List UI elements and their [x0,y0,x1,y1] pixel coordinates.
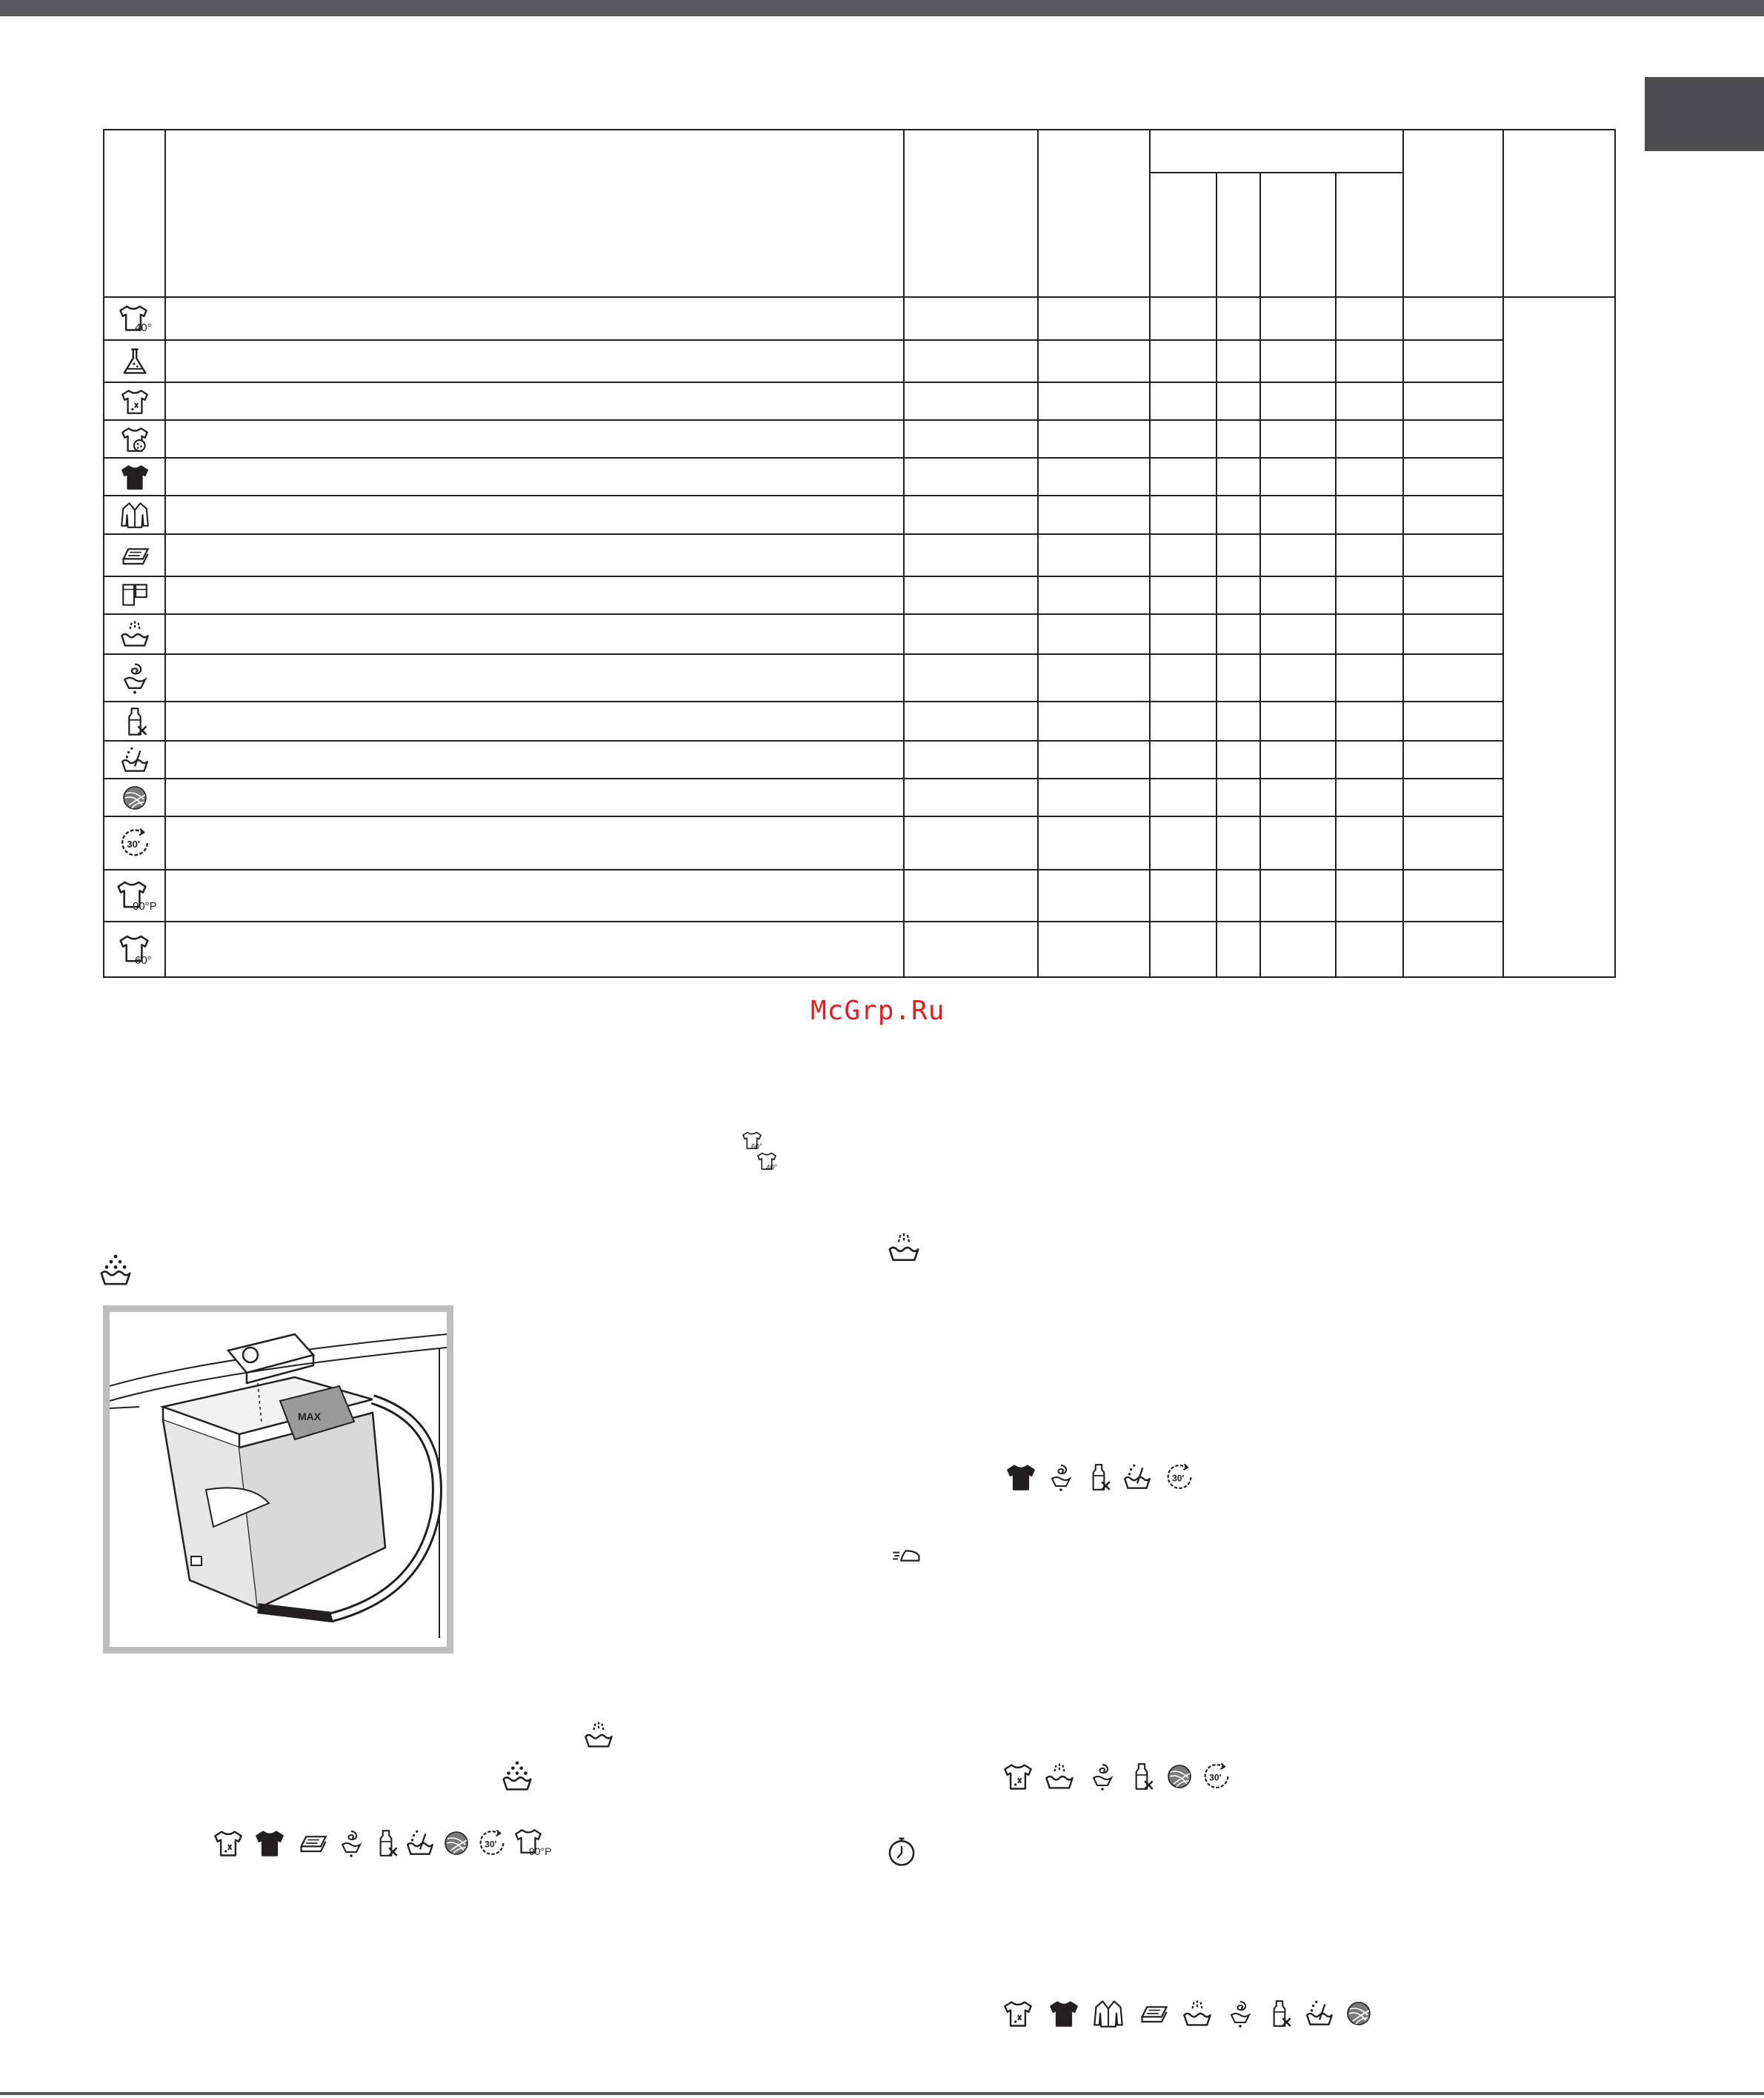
basin-hand-wash-icon [886,1230,922,1265]
basin-hand-wash-icon [1181,1997,1214,2030]
shirt-stain-icon [1002,1760,1034,1793]
svg-text:90°P: 90°P [132,900,157,913]
table-row [104,458,1615,496]
table-row [104,614,1615,654]
duvet-icon [296,1827,329,1859]
table-row [104,576,1615,614]
header-cell [904,130,1038,297]
shirt-dark-icon [1048,1997,1080,2030]
table-row [104,534,1615,576]
table-row [104,297,1615,340]
svg-text:60°: 60° [751,1143,763,1151]
anti-allergy-icon [1225,1996,1255,2031]
svg-text:30': 30' [1209,1772,1222,1783]
programme-table [103,129,1616,978]
anti-allergy-icon [1088,1759,1117,1794]
mix-30-icon [1163,1461,1196,1493]
table-row [104,340,1615,382]
duvet-icon [119,539,151,572]
svg-text:30': 30' [1172,1473,1185,1484]
anti-allergy-icon [1046,1459,1076,1495]
shirt-stain-icon [1002,1997,1034,2030]
shirt-dark-icon [1005,1461,1037,1493]
basin-hand-wash-icon [1043,1760,1076,1793]
table-row [104,870,1615,922]
header-cell [165,130,904,297]
flask-icon [119,345,151,378]
prewash-icon [500,1759,534,1793]
shirt-90p-icon [513,1825,557,1861]
header-cell [1038,130,1150,297]
basin-silk-icon [405,1827,436,1859]
mix-30-icon [1200,1760,1233,1793]
header-cell [1217,173,1260,297]
bottom-bar [0,2092,1764,2095]
header-cell [1336,173,1403,297]
language-tab [1645,77,1764,151]
table-header-row [104,130,1615,173]
basin-hand-wash-icon [582,1719,615,1751]
table-row [104,420,1615,458]
table-row [104,496,1615,534]
icon-row [1002,1760,1222,1796]
notes-column-cell [1503,297,1615,977]
jacket-icon [119,499,150,530]
header-cell [1260,173,1336,297]
detergent-drawer-figure [103,1305,453,1654]
svg-text:30': 30' [485,1839,497,1850]
table-row [104,922,1615,977]
towels-icon [119,580,150,611]
shirt-stain-icon [212,1827,244,1859]
wool-ball-icon [120,783,150,813]
mix-30-icon [476,1827,508,1859]
iron-icon [883,1539,932,1572]
table-row [104,779,1615,816]
basin-silk-icon [1122,1461,1153,1493]
basin-silk-icon [119,745,150,776]
baby-bottle-icon [1083,1461,1114,1493]
wool-ball-icon [1165,1762,1194,1791]
header-cell [104,130,165,297]
duvet-icon [1136,1997,1171,2030]
shirt-dots-icon [119,424,150,455]
shirt-dark-icon [119,462,150,493]
baby-bottle-icon [370,1827,402,1859]
top-bar [0,0,1764,16]
svg-text:MAX: MAX [298,1411,322,1422]
programme-icon-cell [104,297,165,340]
anti-allergy-icon [336,1825,366,1861]
header-cell [1403,130,1503,297]
table-row [104,702,1615,741]
shirt-60-icon [114,930,156,970]
svg-text:40°: 40° [134,322,152,334]
wool-ball-icon [1344,1999,1374,2028]
header-cell [1150,173,1217,297]
baby-bottle-icon [119,705,151,738]
table-row [104,382,1615,420]
mix-30-icon [117,825,153,861]
shirt-dark-icon [253,1827,286,1859]
jacket-icon [1091,1997,1126,2030]
prewash-icon [98,1252,133,1288]
icon-row [1005,1461,1185,1497]
svg-text:90°P: 90°P [529,1845,552,1857]
baby-bottle-icon [1264,1997,1295,2030]
icon-row [1002,1997,1034,2034]
shirt-stain-icon [119,386,150,417]
watermark: McGrp.Ru [811,996,945,1026]
drawer-illustration [110,1312,447,1647]
svg-text:30': 30' [126,839,140,850]
svg-text:60°: 60° [134,953,152,967]
shirt-60-40-icons [739,1129,784,1175]
header-cell [1503,130,1615,297]
anti-allergy-icon [118,659,152,696]
svg-text:40°: 40° [766,1164,778,1172]
wool-ball-icon [442,1828,471,1858]
icon-row [212,1827,552,1863]
basin-hand-wash-icon [119,618,151,650]
header-group-cell [1150,130,1403,173]
table-row [104,654,1615,702]
shirt-40-icon [114,300,156,337]
baby-bottle-icon [1126,1760,1157,1793]
table-row [104,741,1615,779]
timer-icon [885,1834,919,1868]
basin-silk-icon [1304,1997,1335,2030]
shirt-90p-icon [112,876,158,916]
table-row [104,816,1615,870]
